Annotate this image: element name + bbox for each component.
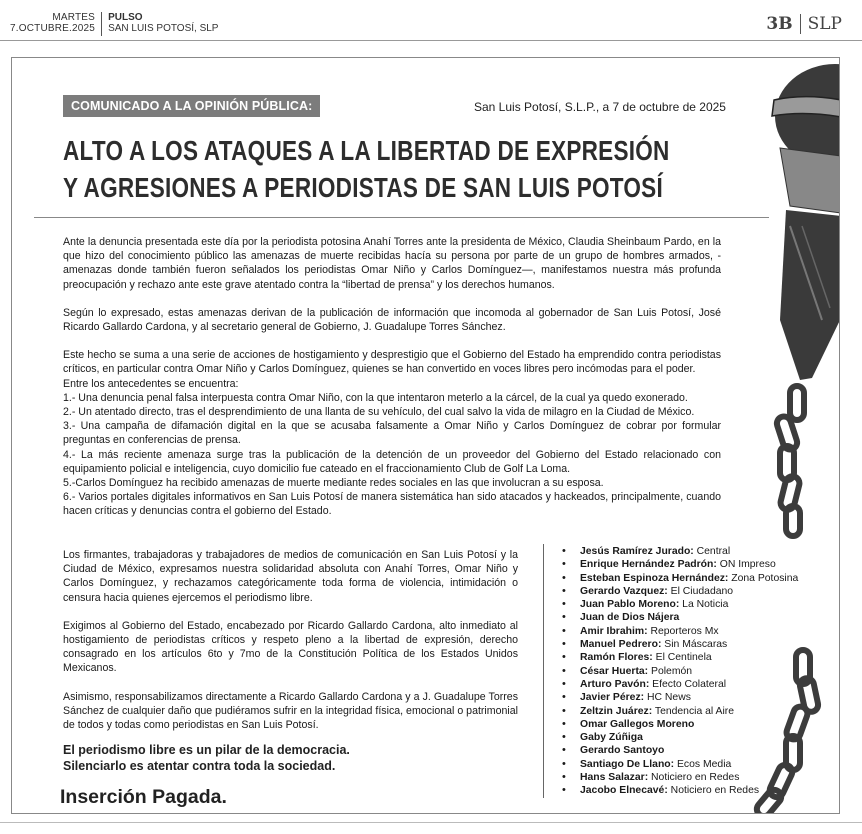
antecedentes-intro: Entre los antecedentes se encuentra: xyxy=(63,377,239,390)
paragraph-5: Exigimos al Gobierno del Estado, encabezado por Ricardo Gallardo Cardona, alto inmediato al hostigamiento de periodistas críticos y respeto pleno a la libertad de expresión, derecho consagrado en los artículos 6to y 7mo de la Constitución Política de los Estados Unidos Mexicanos. xyxy=(63,619,518,675)
signatory-name: Enrique Hernández Padrón: xyxy=(580,559,717,571)
issue-date xyxy=(10,12,95,34)
slogan xyxy=(63,742,350,774)
body-text xyxy=(63,235,721,519)
signatory-name: Gaby Zúñiga xyxy=(580,732,643,744)
signatories-divider xyxy=(543,544,544,798)
signatory-outlet: El Centinela xyxy=(652,652,712,664)
chain-icon xyxy=(754,650,819,814)
title-line-1: ALTO A LOS ATAQUES A LA LIBERTAD DE EXPRESIÓN xyxy=(63,135,670,166)
signatory-outlet: Efecto Colateral xyxy=(649,678,727,690)
signatory-outlet: Sin Máscaras xyxy=(661,639,728,651)
title-line-2: Y AGRESIONES A PERIODISTAS DE SAN LUIS POTOSÍ xyxy=(63,172,663,203)
signatory-outlet: Zona Potosina xyxy=(728,572,799,584)
signatory-outlet: Tendencia al Aire xyxy=(652,705,735,717)
slogan-line-1: El periodismo libre es un pilar de la democracia. xyxy=(63,743,350,757)
antecedent-item: 1.- Una denuncia penal falsa interpuesta contra Omar Niño, con la que intentaron meterlo a la cárcel, de la cual ya quedo exonerado. xyxy=(63,391,688,404)
microphone-icon xyxy=(772,64,840,380)
signatory-name: Zeltzin Juárez: xyxy=(580,705,653,717)
paragraph-1: Ante la denuncia presentada este día por la periodista potosina Anahí Torres ante la presidenta de México, Claudia Sheinbaum Pardo, en la que hizo del conocimiento público las amenazas de muerte recibidas hacía su persona por parte de un grupo de hombres armados, -amenazas donde también fueron señalados los periodistas Omar Niño y Carlos Domínguez—, manifestamos nuestra más profunda preocupación y rechazo ante este grave atentado contra la “libertad de prensa” y los derechos humanos. xyxy=(63,236,721,291)
signatory-name: Hans Salazar: xyxy=(580,772,649,784)
antecedent-item: 3.- Una campaña de difamación digital en la que se acusaba falsamente a Omar Niño y Carlos Domínguez de cobrar por formular preguntas en conferencias de prensa. xyxy=(63,420,721,447)
signatory-outlet: Polemón xyxy=(648,665,693,677)
signatory-name: Amir Ibrahim: xyxy=(580,625,648,637)
signatory-outlet: Ecos Media xyxy=(674,758,732,770)
closing-text xyxy=(63,548,518,732)
signatory-name: Esteban Espinoza Hernández: xyxy=(580,572,729,584)
antecedent-item: 5.-Carlos Domínguez ha recibido amenazas de muerte mediante redes sociales en las que involucran a su esposa. xyxy=(63,477,604,490)
signatory-outlet: Central xyxy=(693,546,731,557)
signatory-name: Juan de Dios Nájera xyxy=(580,612,680,624)
chain-icon xyxy=(775,386,804,536)
bottom-rule xyxy=(0,822,862,823)
paragraph-3: Este hecho se suma a una serie de acciones de hostigamiento y desprestigio que el Gobierno del Estado ha emprendido contra periodistas críticos, en particular contra Omar Niño y Carlos Domínguez, quienes se han convertido en voces libres pero incómodas para el poder. xyxy=(63,349,721,376)
page-header-right xyxy=(766,14,842,34)
signatory-name: Manuel Pedrero: xyxy=(580,639,662,651)
signatory-name: Juan Pablo Moreno: xyxy=(580,599,680,611)
announcement-badge: COMUNICADO A LA OPINIÓN PÚBLICA: xyxy=(63,95,320,117)
page-number: 3B xyxy=(766,14,793,34)
signatory-name: Santiago De Llano: xyxy=(580,758,675,770)
slogan-line-2: Silenciarlo es atentar contra toda la sociedad. xyxy=(63,759,336,773)
paid-insertion-label: Inserción Pagada. xyxy=(60,786,227,808)
signatory-name: Jacobo Elnecavé: xyxy=(580,785,668,797)
section-city: SAN LUIS POTOSÍ, SLP xyxy=(108,23,219,34)
top-rule xyxy=(0,40,862,41)
announcement-title xyxy=(63,132,670,206)
section-name: PULSO xyxy=(108,12,143,23)
signatory-name: Ramón Flores: xyxy=(580,652,653,664)
signatory-outlet: Reporteros Mx xyxy=(647,625,719,637)
dateline: San Luis Potosí, S.L.P., a 7 de octubre de 2025 xyxy=(474,100,726,114)
paragraph-6: Asimismo, responsabilizamos directamente a Ricardo Gallardo Cardona y a J. Guadalupe Torres Sánchez de cualquier daño que pudiéramos sufrir en la integridad física, emocional o patrimonial de todos y todas como periodistas en San Luis Potosí. xyxy=(63,690,518,732)
signatory-outlet: Noticiero en Redes xyxy=(667,785,760,797)
antecedent-item: 2.- Un atentado directo, tras el desprendimiento de una llanta de su vehículo, del cual salvo la vida de milagro en la Ciudad de México. xyxy=(63,406,695,419)
signatory-outlet: El Ciudadano xyxy=(667,585,734,597)
signatory-name: Gerardo Vazquez: xyxy=(580,585,668,597)
signatory-name: Jesús Ramírez Jurado: xyxy=(580,546,694,557)
issue-day: MARTES xyxy=(52,12,96,23)
signatory-outlet: La Noticia xyxy=(679,599,729,611)
paragraph-4: Los firmantes, trabajadoras y trabajadores de medios de comunicación en San Luis Potosí y la Ciudad de México, expresamos nuestra solidaridad absoluta con Anahí Torres, Omar Niño y Carlos Domínguez, y rechazamos categóricamente toda forma de violencia, intimidación o censura hacia quienes ejercemos el periodismo libre. xyxy=(63,549,518,604)
paragraph-2: Según lo expresado, estas amenazas derivan de la publicación de información que incomoda al gobernador de San Luis Potosí, José Ricardo Gallardo Cardona, y al secretario general de Gobierno, J. Guadalupe Torres Sánchez. xyxy=(63,306,721,334)
microphone-chain-illustration xyxy=(750,58,840,814)
signatory-name: Gerardo Santoyo xyxy=(580,745,665,757)
paid-announcement xyxy=(11,57,840,814)
issue-full-date: 7.OCTUBRE.2025 xyxy=(10,23,96,34)
signatory-outlet: ON Impreso xyxy=(716,559,776,571)
header-divider xyxy=(800,14,801,34)
title-rule xyxy=(34,217,769,218)
signatory-outlet: Noticiero en Redes xyxy=(648,772,740,784)
signatory-name: Arturo Pavón: xyxy=(580,678,650,690)
section-info xyxy=(108,12,218,34)
antecedent-item: 4.- La más reciente amenaza surge tras la publicación de la detención de un proveedor del Gobierno del Estado relacionado con equipamiento policial e inteligencia, cuyo domicilio fue cateado en el fraccionamiento Club de Golf La Loma. xyxy=(63,448,721,475)
signatory-outlet: HC News xyxy=(644,692,691,704)
edition-label: SLP xyxy=(807,14,842,34)
signatory-name: Javier Pérez: xyxy=(580,692,645,704)
header-divider xyxy=(101,12,102,36)
page-header-left xyxy=(10,12,218,36)
antecedent-item: 6.- Varios portales digitales informativos en San Luis Potosí de manera sistemática han sido atacados y hackeados, principalmente, cuando hacen críticas y denuncias contra el gobierno del Estado. xyxy=(63,491,721,518)
signatory-name: Omar Gallegos Moreno xyxy=(580,718,695,730)
signatory-name: César Huerta: xyxy=(580,665,649,677)
